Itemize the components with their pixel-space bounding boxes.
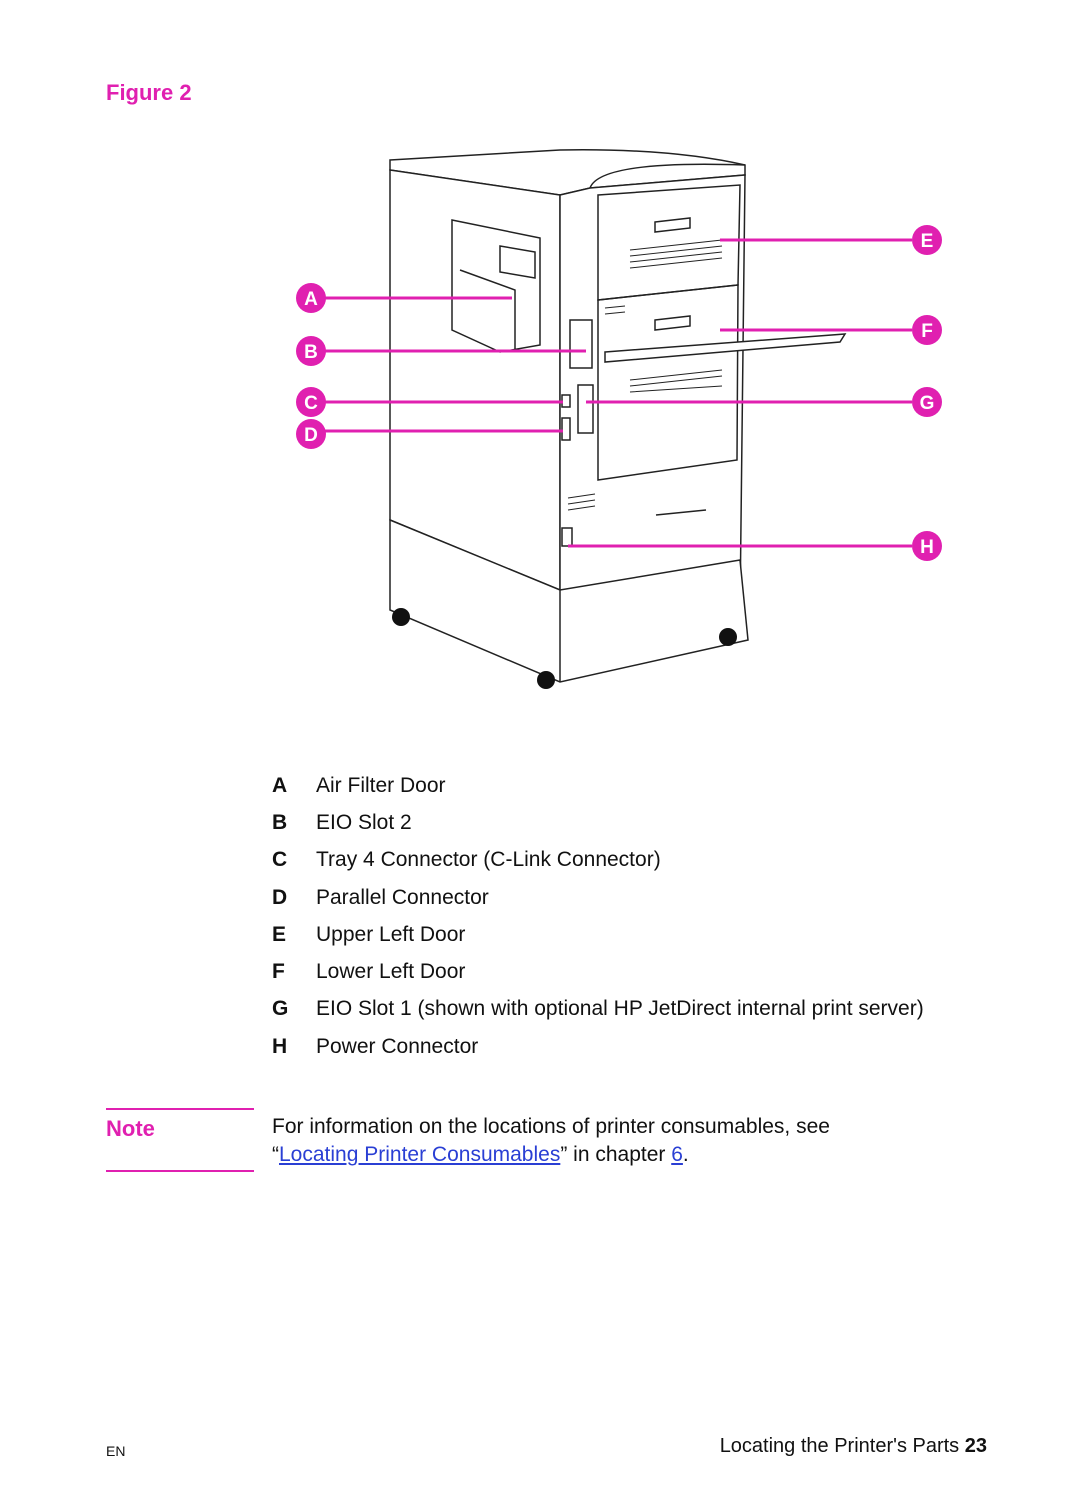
- legend-key: A: [272, 773, 288, 797]
- legend-key: C: [272, 848, 288, 872]
- legend-text: EIO Slot 2: [316, 810, 412, 834]
- callout-h-label: H: [920, 537, 934, 558]
- note-divider: [106, 1170, 254, 1172]
- chapter-link[interactable]: 6: [671, 1143, 683, 1166]
- legend-text: Air Filter Door: [316, 773, 446, 797]
- legend: [272, 767, 924, 1065]
- page-number: 23: [964, 1435, 987, 1457]
- footer-section: [720, 1435, 987, 1458]
- legend-key: E: [272, 922, 287, 946]
- consumables-link[interactable]: Locating Printer Consumables: [279, 1143, 561, 1166]
- legend-key: D: [272, 885, 288, 909]
- legend-item: [272, 842, 924, 879]
- callout-g-label: G: [919, 393, 935, 414]
- note-body: [272, 1113, 1032, 1169]
- footer-section-title: Locating the Printer's Parts: [719, 1435, 960, 1457]
- footer-language: EN: [106, 1443, 126, 1459]
- legend-key: F: [272, 960, 285, 984]
- printer-illustration: [390, 150, 845, 682]
- callout-a-label: A: [304, 289, 318, 310]
- legend-item: [272, 879, 924, 916]
- legend-key: H: [272, 1034, 288, 1058]
- legend-item: [272, 1028, 924, 1065]
- printer-diagram: [0, 130, 1080, 710]
- legend-item: [272, 804, 924, 841]
- legend-item: [272, 767, 924, 804]
- legend-text: Tray 4 Connector (C-Link Connector): [316, 848, 661, 872]
- note-text-end: .: [682, 1143, 689, 1166]
- callout-c-label: C: [304, 393, 318, 414]
- legend-item: [272, 991, 924, 1028]
- note-label: Note: [106, 1116, 155, 1141]
- legend-key: B: [272, 810, 288, 834]
- legend-text: Power Connector: [316, 1034, 479, 1058]
- callout-d-label: D: [304, 425, 318, 446]
- callout-e-label: E: [920, 231, 934, 252]
- legend-text: Parallel Connector: [316, 885, 489, 909]
- note-quote-open: “: [272, 1143, 279, 1166]
- callout-b-label: B: [304, 342, 318, 363]
- figure-label: Figure 2: [106, 80, 192, 105]
- legend-text: Lower Left Door: [316, 960, 466, 984]
- legend-text: EIO Slot 1 (shown with optional HP JetDirect internal print server): [316, 997, 924, 1021]
- legend-key: G: [272, 997, 289, 1021]
- note-header: [106, 1108, 254, 1142]
- legend-text: Upper Left Door: [316, 922, 466, 946]
- callout-f-label: F: [921, 321, 933, 342]
- legend-item: [272, 916, 924, 953]
- legend-item: [272, 953, 924, 990]
- note-text-2: ” in chapter: [560, 1143, 672, 1166]
- note-text: For information on the locations of printer consumables, see: [272, 1115, 830, 1138]
